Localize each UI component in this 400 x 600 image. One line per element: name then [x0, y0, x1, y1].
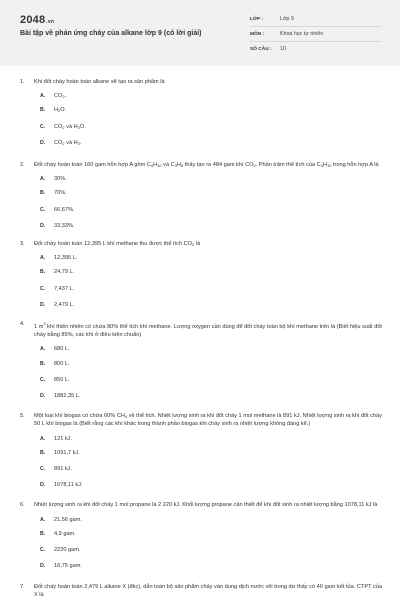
option-text: 2,479 L. — [54, 301, 75, 308]
option-text: 33,33%. — [54, 222, 75, 229]
option-text: 1091,7 kJ. — [54, 449, 80, 456]
option-text: $CO_2$ và $H_2O$. — [54, 123, 86, 130]
question-number: 4. — [20, 321, 25, 328]
option-text: 70%. — [54, 190, 67, 197]
option-text: 2220 gam. — [54, 547, 81, 554]
answer-option-c[interactable] — [40, 206, 212, 214]
answer-option-a[interactable] — [40, 435, 212, 443]
meta-key: SỐ CÂU : — [250, 46, 272, 52]
answer-option-b[interactable] — [40, 530, 212, 538]
question-3 — [20, 240, 382, 309]
option-label: D. — [40, 222, 46, 229]
question-text: 1 $m^3$ khí thiên nhiên có chứa 80% thể tích khí methane. Lượng oxygen cần dùng để đốt cháy toàn bộ khí methane trên là (Biết hiệu suất đốt cháy bằng 85%, các khí ở điều kiện chuẩn) — [34, 321, 382, 339]
site-logo[interactable]: 2048.vn — [20, 14, 55, 26]
meta-row-grade — [250, 12, 382, 27]
question-5 — [20, 412, 382, 489]
meta-key: MÔN : — [250, 31, 265, 37]
question-number: 3. — [20, 241, 25, 248]
answer-option-a[interactable] — [40, 516, 212, 524]
option-label: C. — [40, 123, 46, 130]
answer-option-d[interactable] — [40, 301, 212, 309]
document-header — [0, 0, 400, 66]
answer-option-b[interactable] — [40, 449, 212, 457]
question-number: 2. — [20, 162, 25, 169]
option-text: 891 kJ. — [54, 466, 73, 473]
meta-row-subject — [250, 27, 382, 42]
option-label: A. — [40, 346, 46, 353]
option-label: D. — [40, 139, 46, 146]
answer-options — [40, 429, 382, 490]
option-text: 1078,11 kJ. — [54, 482, 83, 489]
option-text: 680 L. — [54, 346, 70, 353]
option-label: A. — [40, 93, 46, 100]
option-text: 7,437 L. — [54, 285, 75, 292]
option-text: $CO_2$ và $H_2$. — [54, 139, 82, 146]
question-2 — [20, 161, 382, 230]
answer-option-d[interactable] — [40, 222, 212, 230]
answer-option-d[interactable] — [40, 562, 212, 570]
document-title: Bài tập về phản ứng cháy của alkane lớp 9 (có lời giải) — [20, 30, 202, 37]
meta-value: 10 — [280, 46, 286, 52]
meta-row-question-count — [250, 42, 382, 56]
option-text: 66,67%. — [54, 206, 75, 213]
question-number: 5. — [20, 413, 25, 420]
option-text: 30%. — [54, 176, 67, 183]
document-meta-table — [250, 12, 382, 56]
option-text: $H_2O$. — [54, 107, 67, 114]
option-text: 800 L. — [54, 360, 70, 367]
answer-options — [40, 339, 382, 400]
option-label: C. — [40, 547, 46, 554]
option-label: D. — [40, 563, 46, 570]
answer-option-b[interactable] — [40, 360, 212, 368]
option-text: 24,79 L. — [54, 269, 75, 276]
option-text: 21,56 gam. — [54, 516, 82, 523]
option-text: 12,395 L. — [54, 255, 78, 262]
question-number: 7. — [20, 583, 25, 590]
question-4 — [20, 323, 382, 400]
question-6 — [20, 501, 382, 570]
answer-option-b[interactable] — [40, 268, 212, 276]
answer-options — [40, 510, 382, 571]
answer-option-a[interactable] — [40, 175, 212, 183]
question-text: Đốt cháy hoàn toàn 12,395 L khí methane thu được thể tích $CO_2$ là — [34, 241, 201, 248]
question-text: Đốt cháy hoàn toàn 160 gam hỗn hợp A gồm $C_4H_{10}$ và $C_3H_8$ thấy tạo ra 484 gam khí $CO_2$. Phần trăm thể tích của $C_4H_{10}$ trong hỗn hợp A là — [34, 162, 379, 169]
question-number: 6. — [20, 502, 25, 509]
answer-options — [40, 86, 382, 147]
option-label: A. — [40, 435, 46, 442]
option-label: D. — [40, 393, 46, 400]
option-label: B. — [40, 107, 46, 114]
answer-option-c[interactable] — [40, 465, 212, 473]
question-text: Một loại khí biogas có chứa 60% $CH_4$ về thể tích. Nhiệt lượng sinh ra khi đốt cháy 1 mol methane là 891 kJ. Nhiệt lượng sinh ra khi đốt cháy 50 L khí biogas là (Biết rằng các khí khác trong thành phần biogas khi cháy sinh ra nhiệt lượng không đáng kể.) — [34, 413, 382, 428]
option-label: C. — [40, 206, 46, 213]
option-label: A. — [40, 176, 46, 183]
answer-option-c[interactable] — [40, 123, 212, 131]
question-list — [20, 78, 382, 599]
option-label: B. — [40, 269, 46, 276]
question-number: 1. — [20, 79, 25, 85]
answer-option-c[interactable] — [40, 376, 212, 384]
option-label: B. — [40, 360, 46, 367]
meta-value: Lớp 9 — [280, 16, 294, 22]
answer-option-a[interactable] — [40, 345, 212, 353]
question-text: Nhiệt lượng sinh ra khi đốt cháy 1 mol propane là 2 220 kJ. Khối lượng propane cần thiết để khi đốt sinh ra nhiệt lượng bằng 1078,11 kJ là — [34, 502, 378, 509]
answer-options — [40, 169, 382, 230]
option-text: 121 kJ. — [54, 435, 73, 442]
question-7 — [20, 583, 382, 599]
option-label: D. — [40, 301, 46, 308]
question-text: Đốt cháy hoàn toàn 2,479 L alkane X (đkc), dẫn toàn bộ sản phẩm cháy vào dung dịch nước vôi trong dư thấy có 40 gam kết tủa. CTPT của X là — [34, 583, 382, 598]
option-text: 850 L. — [54, 376, 70, 383]
answer-option-d[interactable] — [40, 392, 212, 400]
option-label: D. — [40, 482, 46, 489]
option-label: C. — [40, 376, 46, 383]
answer-options — [40, 248, 382, 309]
option-text: $CO_2$. — [54, 93, 67, 100]
option-label: C. — [40, 466, 46, 473]
option-text: 16,75 gam. — [54, 563, 82, 570]
answer-option-c[interactable] — [40, 285, 212, 293]
option-text: 4,9 gam. — [54, 530, 76, 537]
meta-key: LỚP : — [250, 16, 264, 22]
answer-option-a[interactable] — [40, 254, 212, 262]
option-text: 1882,35 L. — [54, 393, 81, 400]
option-label: A. — [40, 255, 46, 262]
option-label: B. — [40, 530, 46, 537]
meta-value: Khoa học tự nhiên — [280, 31, 324, 37]
answer-option-a[interactable] — [40, 92, 212, 100]
answer-option-b[interactable] — [40, 189, 212, 197]
question-text: Khi đốt cháy hoàn toàn alkane sẽ tạo ra sản phẩm là — [34, 79, 165, 85]
answer-option-d[interactable] — [40, 139, 212, 147]
answer-option-b[interactable] — [40, 106, 212, 114]
option-label: A. — [40, 516, 46, 523]
option-label: C. — [40, 285, 46, 292]
question-1 — [20, 78, 382, 147]
answer-option-c[interactable] — [40, 546, 212, 554]
answer-option-d[interactable] — [40, 481, 212, 489]
option-label: B. — [40, 449, 46, 456]
option-label: B. — [40, 190, 46, 197]
